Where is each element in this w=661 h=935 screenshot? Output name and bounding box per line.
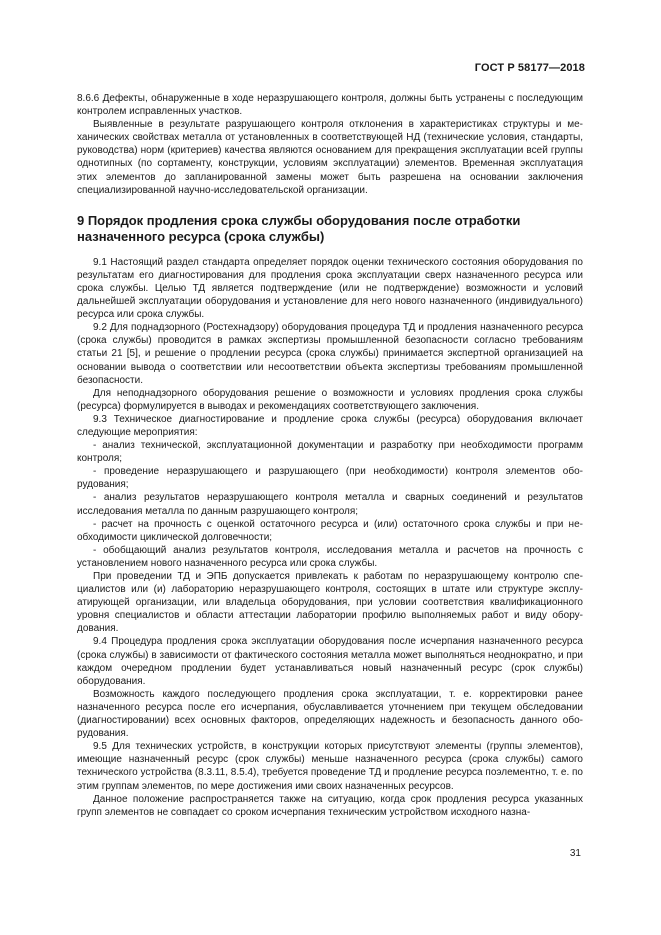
paragraph-9-5: 9.5 Для технических устройств, в конструкции которых присутствуют элементы (группы элементов), имеющие назначенный ресурс (срок службы) меньше назначенного ресурса (срока службы) самого технического устройства (8.3.11, 8.5.4), требуется проведение ТД и продление ресурса поэлементно, т. е. по этим группам элементов, по мере достижения ими своих назначенных ресурсов. bbox=[77, 741, 583, 792]
list-item-testing: - проведение неразрушающего и разрушающего (при необходимости) контроля элементов оборудования; bbox=[77, 466, 583, 491]
list-item-strength-calc: - расчет на прочность с оценкой остаточного ресурса и (или) остаточного срока службы и при необходимости циклической долговечности; bbox=[77, 518, 583, 543]
paragraph-9-2: 9.2 Для поднадзорного (Ростехнадзору) оборудования процедура ТД и продления назначенного ресурса (срока службы) проводится в рамках экспертизы промышленной безопасности согласно требованиям статьи 21 [5], и решение о продлении ресурса (срока службы) принимается экспертной организацией на основании вывода о соответствии или несоответствии объекта экспертизы требованиям промышленной безопасности. bbox=[77, 322, 583, 386]
page-number: 31 bbox=[569, 848, 581, 859]
list-item-documentation: - анализ технической, эксплуатационной документации и разработку при необходимости программ контроля; bbox=[77, 440, 583, 465]
paragraph-9-4: 9.4 Процедура продления срока эксплуатации оборудования после исчерпания назначенного ресурса (срока службы) в зависимости от фактического состояния металла может выполняться неоднократно, и при каждом очередном продлении будет устанавливаться новый назначенный ресурс (срок службы) оборудования. bbox=[77, 636, 583, 687]
paragraph-9-3: 9.3 Техническое диагностирование и продление срока службы (ресурса) оборудования включает следующие мероприятия: bbox=[77, 413, 583, 438]
list-item-summary: - обобщающий анализ результатов контроля, исследования металла и расчетов на прочность с установлением нового назначенного ресурса или срока службы. bbox=[77, 544, 583, 569]
paragraph-8-6-6: 8.6.6 Дефекты, обнаруженные в ходе неразрушающего контроля, должны быть устранены с последующим контролем исправленных участков. bbox=[77, 93, 583, 118]
paragraph-possibility: Возможность каждого последующего продления срока эксплуатации, т. е. корректировки ранее назначенного ресурса после его исчерпания, обуславливается уточнением при текущем обследовании (диагностировании) всех основных факторов, определяющих надежность и безопасность данного оборудования. bbox=[77, 688, 583, 740]
paragraph-9-1: 9.1 Настоящий раздел стандарта определяет порядок оценки технического состояния оборудования по результатам его диагностирования для продления срока эксплуатации сверх назначенного ресурса или срока службы. Целью ТД является подтверждение (или не подтверждение) возможности и условий дальнейшей эксплуатации оборудования и установление для него нового назначенного (индивидуального) ресурса или срока службы. bbox=[77, 256, 583, 321]
page-body bbox=[77, 92, 583, 819]
paragraph-deviations: Выявленные в результате разрушающего контроля отклонения в характеристиках структуры и механических свойствах металла от установленных в соответствующей НД (технические условия, стандарты, руководства) норм (критериев) качества являются основанием для прекращения эксплуатации всей группы однотипных (по сортаменту, конструкции, условиям эксплуатации) элементов. Временная эксплуатация этих элементов до запланированной замены может быть разрешена на основании заключения специализированной научно-исследовательской организации. bbox=[77, 119, 583, 196]
paragraph-unsupervised: Для неподнадзорного оборудования решение о возможности и условиях продления срока службы (ресурса) формулируется в выводах и рекомендациях соответствующего заключения. bbox=[77, 387, 583, 412]
paragraph-provision: Данное положение распространяется также на ситуацию, когда срок продления ресурса указанных групп элементов не совпадает со сроком исчерпания техническим устройством исходного назна- bbox=[77, 793, 583, 818]
document-header-gost-number: ГОСТ Р 58177—2018 bbox=[474, 62, 585, 74]
paragraph-specialists: При проведении ТД и ЭПБ допускается привлекать к работам по неразрушающему контролю специалистов или (и) лабораторию неразрушающего контроля, состоящих в штате или структуре эксплуатирующей организации, или владельца оборудования, при условии соответствия квалификационного уровня специалистов и области аттестации лаборатории профилю выполняемых работ и виду оборудования. bbox=[77, 571, 583, 635]
list-item-analysis: - анализ результатов неразрушающего контроля металла и сварных соединений и результатов исследования металла по данным разрушающего контроля; bbox=[77, 492, 583, 517]
section-9-title: 9 Порядок продления срока службы оборудования после отработки назначенного ресурса (срока службы) bbox=[77, 212, 521, 244]
